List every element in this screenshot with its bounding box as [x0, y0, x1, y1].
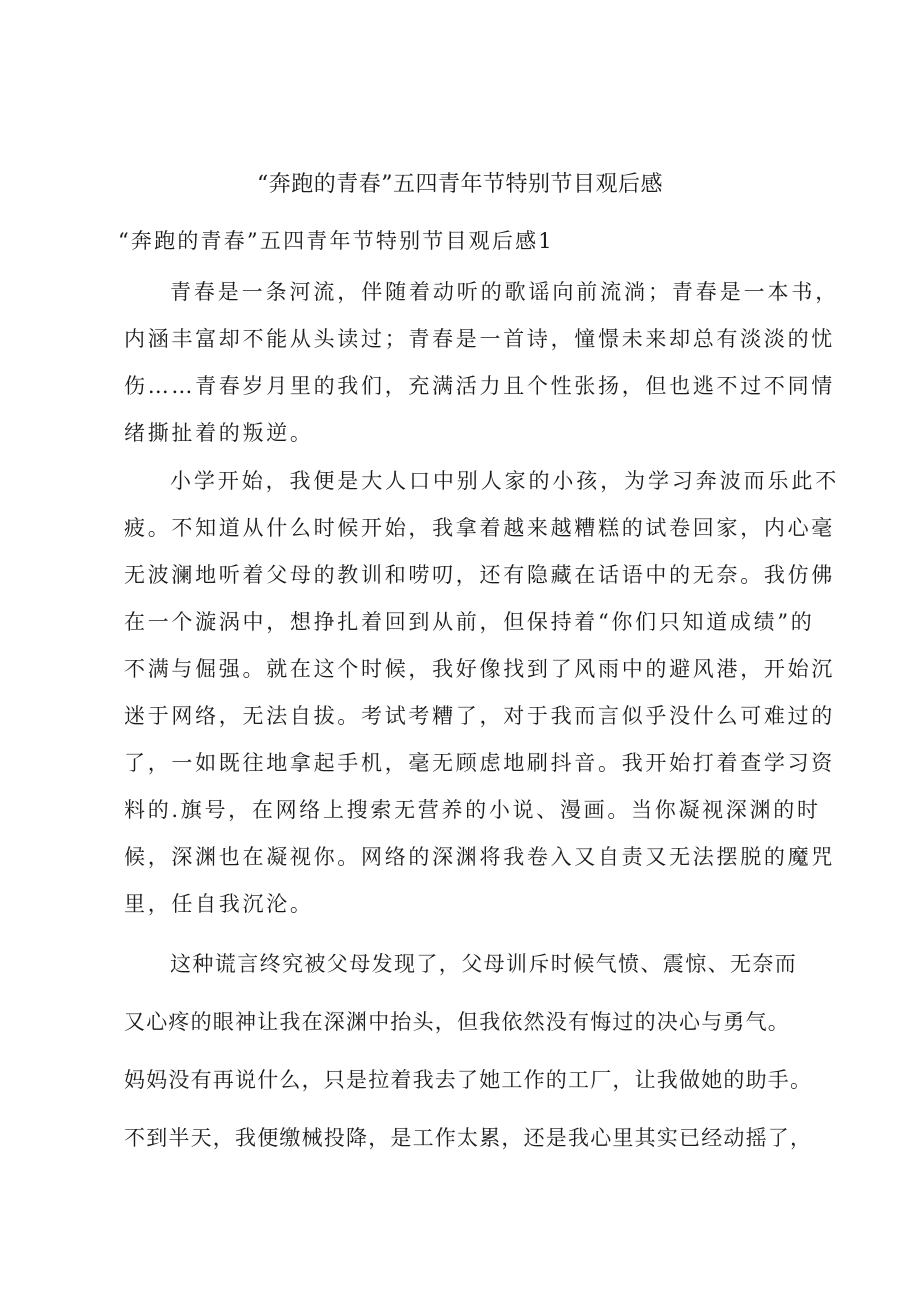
- paragraph-3-line-3: 妈妈没有再说什么，只是拉着我去了她工作的工厂，让我做她的助手。: [124, 1068, 813, 1092]
- document-title: “奔跑的青春”五四青年节特别节目观后感: [257, 172, 663, 197]
- paragraph-2-line-1: 小学开始，我便是大人口中别人家的小孩，为学习奔波而乐此不: [170, 469, 840, 493]
- paragraph-2-line-2: 疲。不知道从什么时候开始，我拿着越来越糟糕的试卷回家，内心毫: [124, 516, 835, 540]
- paragraph-2-line-3: 无波澜地听着父母的教训和唠叨，还有隐藏在话语中的无奈。我仿佛: [124, 563, 835, 587]
- paragraph-3-line-2: 又心疼的眼神让我在深渊中抬头，但我依然没有悔过的决心与勇气。: [124, 1010, 790, 1034]
- paragraph-2-line-5: 不满与倔强。就在这个时候，我好像找到了风雨中的避风港，开始沉: [124, 657, 835, 681]
- paragraph-2-line-8: 料的.旗号，在网络上搜索无营养的小说、漫画。当你凝视深渊的时: [124, 798, 821, 822]
- paragraph-1-line-4: 绪撕扯着的叛逆。: [124, 421, 314, 445]
- paragraph-2-line-4: 在一个漩涡中，想挣扎着回到从前，但保持着“你们只知道成绩”的: [124, 610, 815, 634]
- document-subtitle: “奔跑的青春”五四青年节特别节目观后感1: [118, 229, 554, 253]
- paragraph-1-line-2: 内涵丰富却不能从头读过；青春是一首诗，憧憬未来却总有淡淡的忧: [124, 327, 835, 351]
- paragraph-2-line-7: 了，一如既往地拿起手机，毫无顾虑地刷抖音。我开始打着查学习资: [124, 751, 835, 775]
- paragraph-2-line-10: 里，任自我沉沦。: [124, 892, 314, 916]
- paragraph-1-line-3: 伤……青春岁月里的我们，充满活力且个性张扬，但也逃不过不同情: [124, 374, 835, 398]
- paragraph-2-line-9: 候，深渊也在凝视你。网络的深渊将我卷入又自责又无法摆脱的魔咒: [124, 845, 835, 869]
- paragraph-3-line-1: 这种谎言终究被父母发现了，父母训斥时候气愤、震惊、无奈而: [170, 952, 798, 976]
- paragraph-3-line-4: 不到半天，我便缴械投降，是工作太累，还是我心里其实已经动摇了，: [124, 1126, 813, 1150]
- paragraph-2-line-6: 迷于网络，无法自拔。考试考糟了，对于我而言似乎没什么可难过的: [124, 704, 835, 728]
- paragraph-1-line-1: 青春是一条河流，伴随着动听的歌谣向前流淌；青春是一本书，: [170, 280, 840, 304]
